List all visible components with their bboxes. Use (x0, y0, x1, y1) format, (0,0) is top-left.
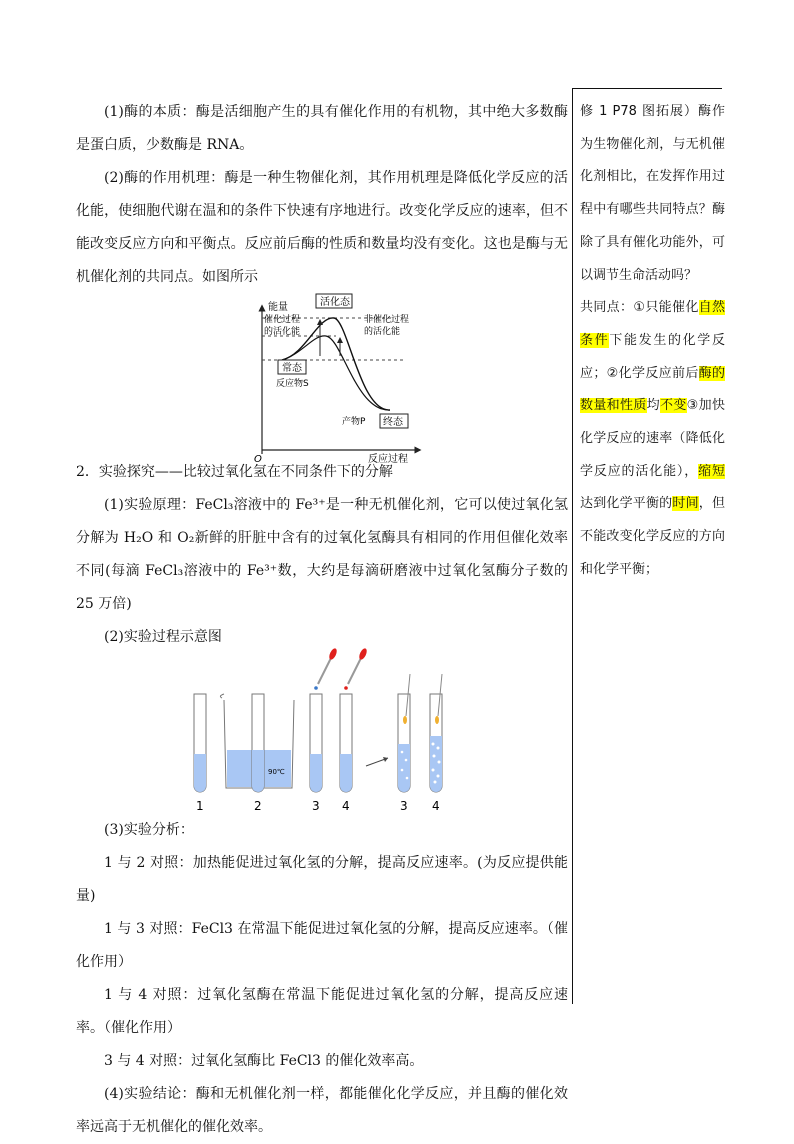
reactant-label: 反应物S (276, 379, 309, 389)
result-tube-4 (430, 674, 442, 792)
tube-label-3: 3 (312, 799, 320, 813)
uncatalyzed-label-1: 非催化过程 (364, 315, 410, 325)
answer-text-5: 达到化学平衡的 (580, 496, 673, 512)
dropper-fecl3 (314, 647, 338, 690)
temperature-label: 90℃ (268, 768, 285, 776)
highlight-shorten: 缩短 (698, 463, 725, 479)
answer-text-1: 共同点：①只能催化 (580, 300, 699, 316)
answer-text-2: 下能发生的化学反应；②化学反应前后 (580, 332, 725, 381)
side-question: 修 1 P78 图拓展）酶作为生物催化剂，与无机催化剂相比，在发挥作用过程中有哪些共同特点？酶除了具有催化功能外，可以调节生命活动吗？ (580, 104, 725, 283)
test-tube-svg (76, 654, 568, 814)
heading-experiment: 2．实验探究——比较过氧化氢在不同条件下的分解 (76, 464, 393, 480)
origin-label: O (254, 454, 262, 465)
top-rule-right (572, 88, 722, 89)
paragraph-principle: (1)实验原理：FeCl₃溶液中的 Fe³⁺是一种无机催化剂，它可以使过氧化氢分解为 H₂O 和 O₂新鲜的肝脏中含有的过氧化氢酶具有相同的作用但催化效率不同(每滴 FeCl₃溶液中的 Fe³⁺数，大约是每滴研磨液中过氧化氢酶分子数的 25 万倍) (76, 497, 568, 612)
result-tube-label-3: 3 (400, 799, 408, 813)
tube-4 (340, 694, 352, 792)
column-divider (572, 88, 573, 1004)
normal-state-label: 常态 (282, 363, 302, 374)
answer-text-4: ③加快化学反应的速率（降低化学反应的活化能）， (580, 398, 725, 479)
paragraph-compare-1-2: 1 与 2 对照：加热能促进过氧化氢的分解，提高反应速率。(为反应提供能量) (76, 855, 568, 904)
highlight-natural-conditions: 自然条件 (580, 300, 725, 348)
tube-label-2: 2 (254, 799, 262, 813)
highlight-unchanged: 不变 (660, 398, 687, 414)
paragraph-conclusion: (4)实验结论：酶和无机催化剂一样，都能催化化学反应，并且酶的催化效率远高于无机催化的催化效率。 (76, 1086, 568, 1135)
highlight-quantity-properties: 酶的数量和性质 (580, 365, 725, 414)
answer-text-6: ，但不能改变化学反应的方向和化学平衡； (580, 496, 725, 577)
highlight-time: 时间 (672, 496, 699, 512)
answer-text-3: 均 (646, 398, 660, 414)
paragraph-process-title: (2)实验过程示意图 (104, 629, 222, 645)
tube-3 (310, 694, 322, 792)
tube-2 (252, 694, 264, 792)
result-tube-label-4: 4 (432, 799, 440, 813)
tube-label-4: 4 (342, 799, 350, 813)
paragraph-enzyme-nature: (1)酶的本质：酶是活细胞产生的具有催化作用的有机物，其中绝大多数酶是蛋白质，少数酶是 RNA。 (76, 104, 568, 153)
dropper-liver (344, 647, 368, 690)
result-tube-3 (398, 674, 410, 792)
paragraph-analysis-title: (3)实验分析： (104, 822, 194, 838)
side-answer (580, 292, 725, 586)
catalyzed-label-2: 的活化能 (264, 327, 301, 337)
product-label: 产物P (342, 417, 366, 427)
active-state-label: 活化态 (320, 297, 350, 308)
tube-1 (194, 694, 206, 792)
paragraph-compare-1-3: 1 与 3 对照：FeCl3 在常温下能促进过氧化氢的分解，提高反应速率。（催化作用） (76, 921, 568, 970)
final-state-label: 终态 (383, 417, 403, 428)
energy-diagram (76, 294, 568, 465)
side-column (580, 96, 725, 587)
x-axis-label: 反应过程 (368, 454, 408, 465)
paragraph-enzyme-mechanism: (2)酶的作用机理：酶是一种生物催化剂，其作用机理是降低化学反应的活化能，使细胞代谢在温和的条件下快速有序地进行。改变化学反应的速率，但不能改变反应方向和平衡点。反应前后酶的性质和数量均没有变化。这也是酶与无机催化剂的共同点。如图所示 (76, 170, 568, 285)
tube-label-1: 1 (196, 799, 204, 813)
paragraph-compare-3-4: 3 与 4 对照：过氧化氢酶比 FeCl3 的催化效率高。 (104, 1053, 424, 1069)
y-axis-label: 能量 (268, 302, 288, 313)
paragraph-compare-1-4: 1 与 4 对照：过氧化氢酶在常温下能促进过氧化氢的分解，提高反应速率。（催化作用） (76, 987, 568, 1036)
test-tube-figure (76, 654, 568, 814)
main-column (76, 96, 568, 1144)
uncatalyzed-label-2: 的活化能 (364, 327, 401, 337)
catalyzed-label-1: 催化过程 (264, 315, 301, 325)
energy-diagram-svg (76, 294, 568, 465)
